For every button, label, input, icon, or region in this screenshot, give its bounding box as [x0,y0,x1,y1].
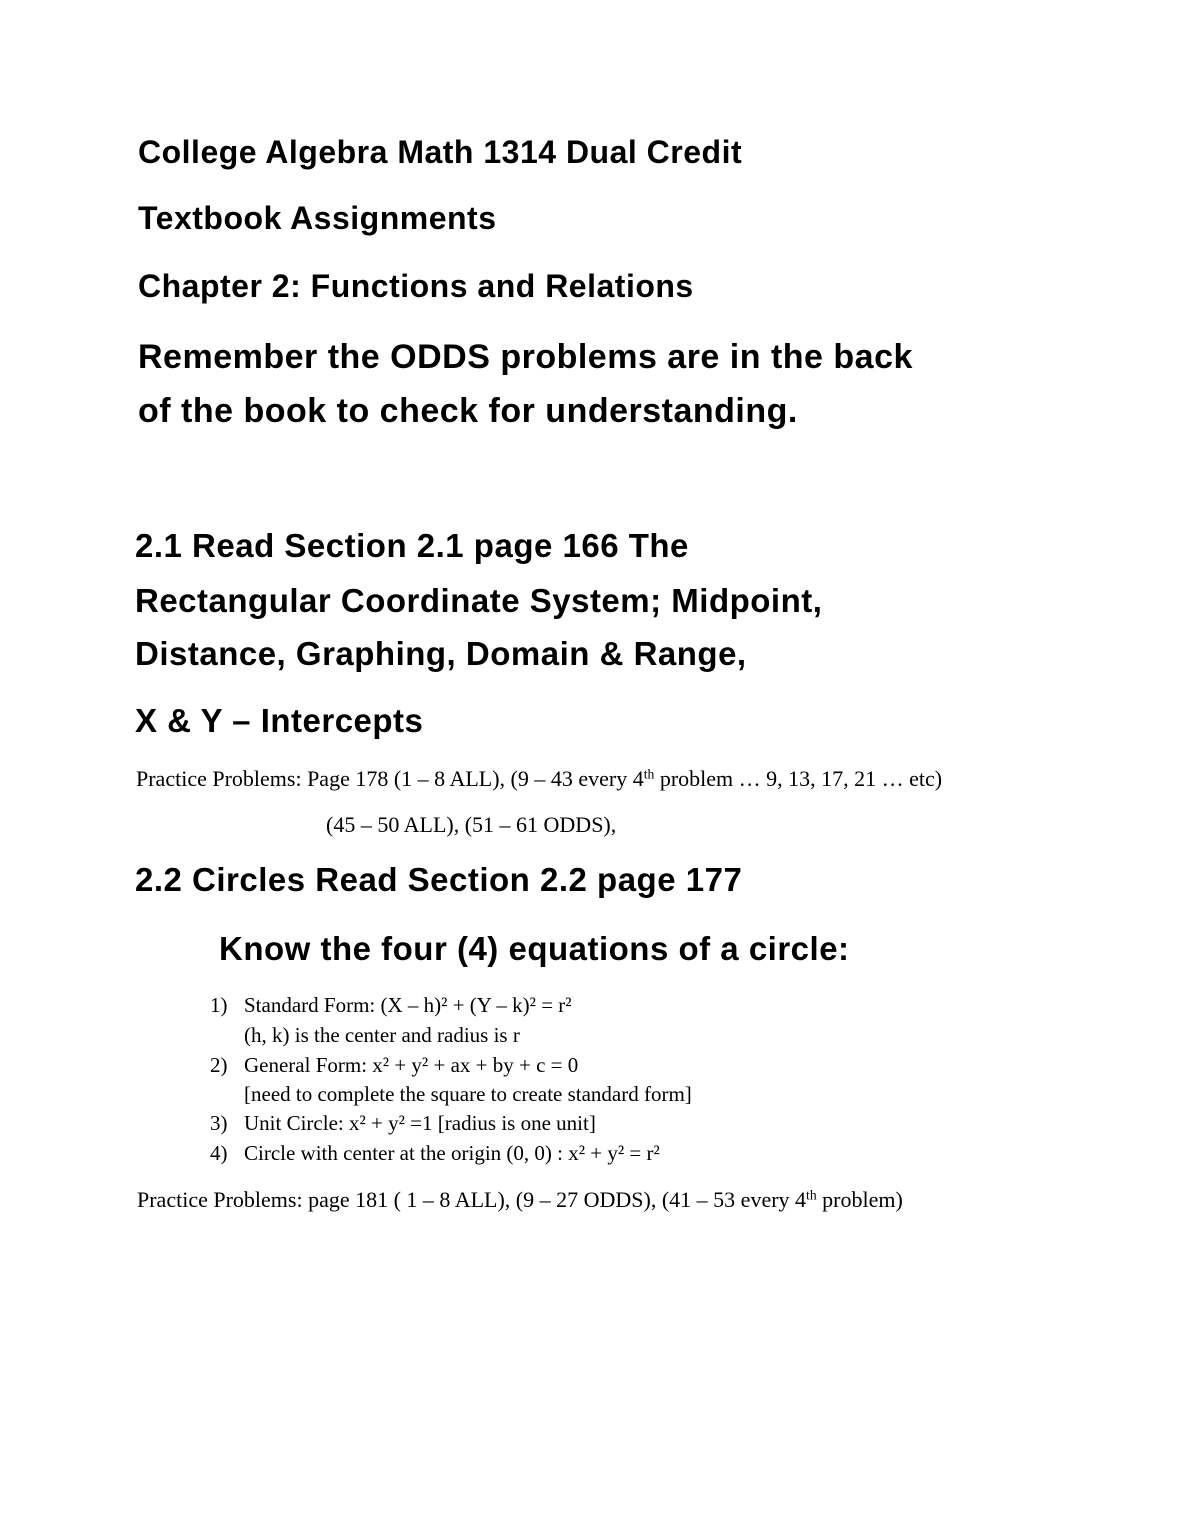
section-2-1-heading-line-4: X & Y – Intercepts [135,702,424,739]
list-number: 2) [210,1053,228,1077]
list-item [210,1111,596,1136]
section-2-1-heading-line-1: 2.1 Read Section 2.1 page 166 The [135,527,689,564]
practice-text-continued: problem … 9, 13, 17, 21 … etc) [654,766,943,791]
list-number: 1) [210,993,228,1017]
equation-text: (X – h)² + (Y – k)² = r² [380,993,572,1017]
section-2-1-practice-problems [136,766,942,792]
practice-text: Practice Problems: Page 178 (1 – 8 ALL), (9 – 43 every 4 [136,766,644,791]
equation-label: Circle with center at the origin (0, 0) : [244,1141,569,1165]
reminder-line-1: Remember the ODDS problems are in the back [138,338,913,376]
equation-label: General Form: [244,1053,373,1077]
list-item [210,1141,660,1166]
list-number: 4) [210,1141,228,1165]
section-2-2-practice-problems [137,1187,903,1213]
equation-text: x² + y² =1 [radius is one unit] [348,1111,596,1135]
circle-equations-subheading: Know the four (4) equations of a circle: [219,930,850,967]
document-subtitle: Textbook Assignments [138,200,497,236]
document-title: College Algebra Math 1314 Dual Credit [138,134,743,170]
equation-text: x² + y² = r² [568,1141,660,1165]
list-item-note: (h, k) is the center and radius is r [244,1023,520,1047]
list-item-note: [need to complete the square to create standard form] [244,1082,692,1106]
practice-text-continued: problem) [816,1187,903,1212]
equation-label: Standard Form: [244,993,381,1017]
ordinal-suffix: th [643,766,655,782]
chapter-heading: Chapter 2: Functions and Relations [138,268,694,304]
section-2-2-heading: 2.2 Circles Read Section 2.2 page 177 [135,861,743,898]
equation-label: Unit Circle: [244,1111,349,1135]
list-item [210,1053,578,1078]
practice-text: Practice Problems: page 181 ( 1 – 8 ALL), (9 – 27 ODDS), (41 – 53 every 4 [137,1187,807,1212]
reminder-line-2: of the book to check for understanding. [138,392,798,430]
section-2-1-heading-line-2: Rectangular Coordinate System; Midpoint, [135,582,823,619]
section-2-1-practice-problems-line-2: (45 – 50 ALL), (51 – 61 ODDS), [326,812,617,837]
ordinal-suffix: th [806,1187,817,1203]
list-item [210,993,572,1018]
section-2-1-heading-line-3: Distance, Graphing, Domain & Range, [135,635,747,672]
equation-text: x² + y² + ax + by + c = 0 [372,1053,579,1077]
list-number: 3) [210,1111,228,1135]
